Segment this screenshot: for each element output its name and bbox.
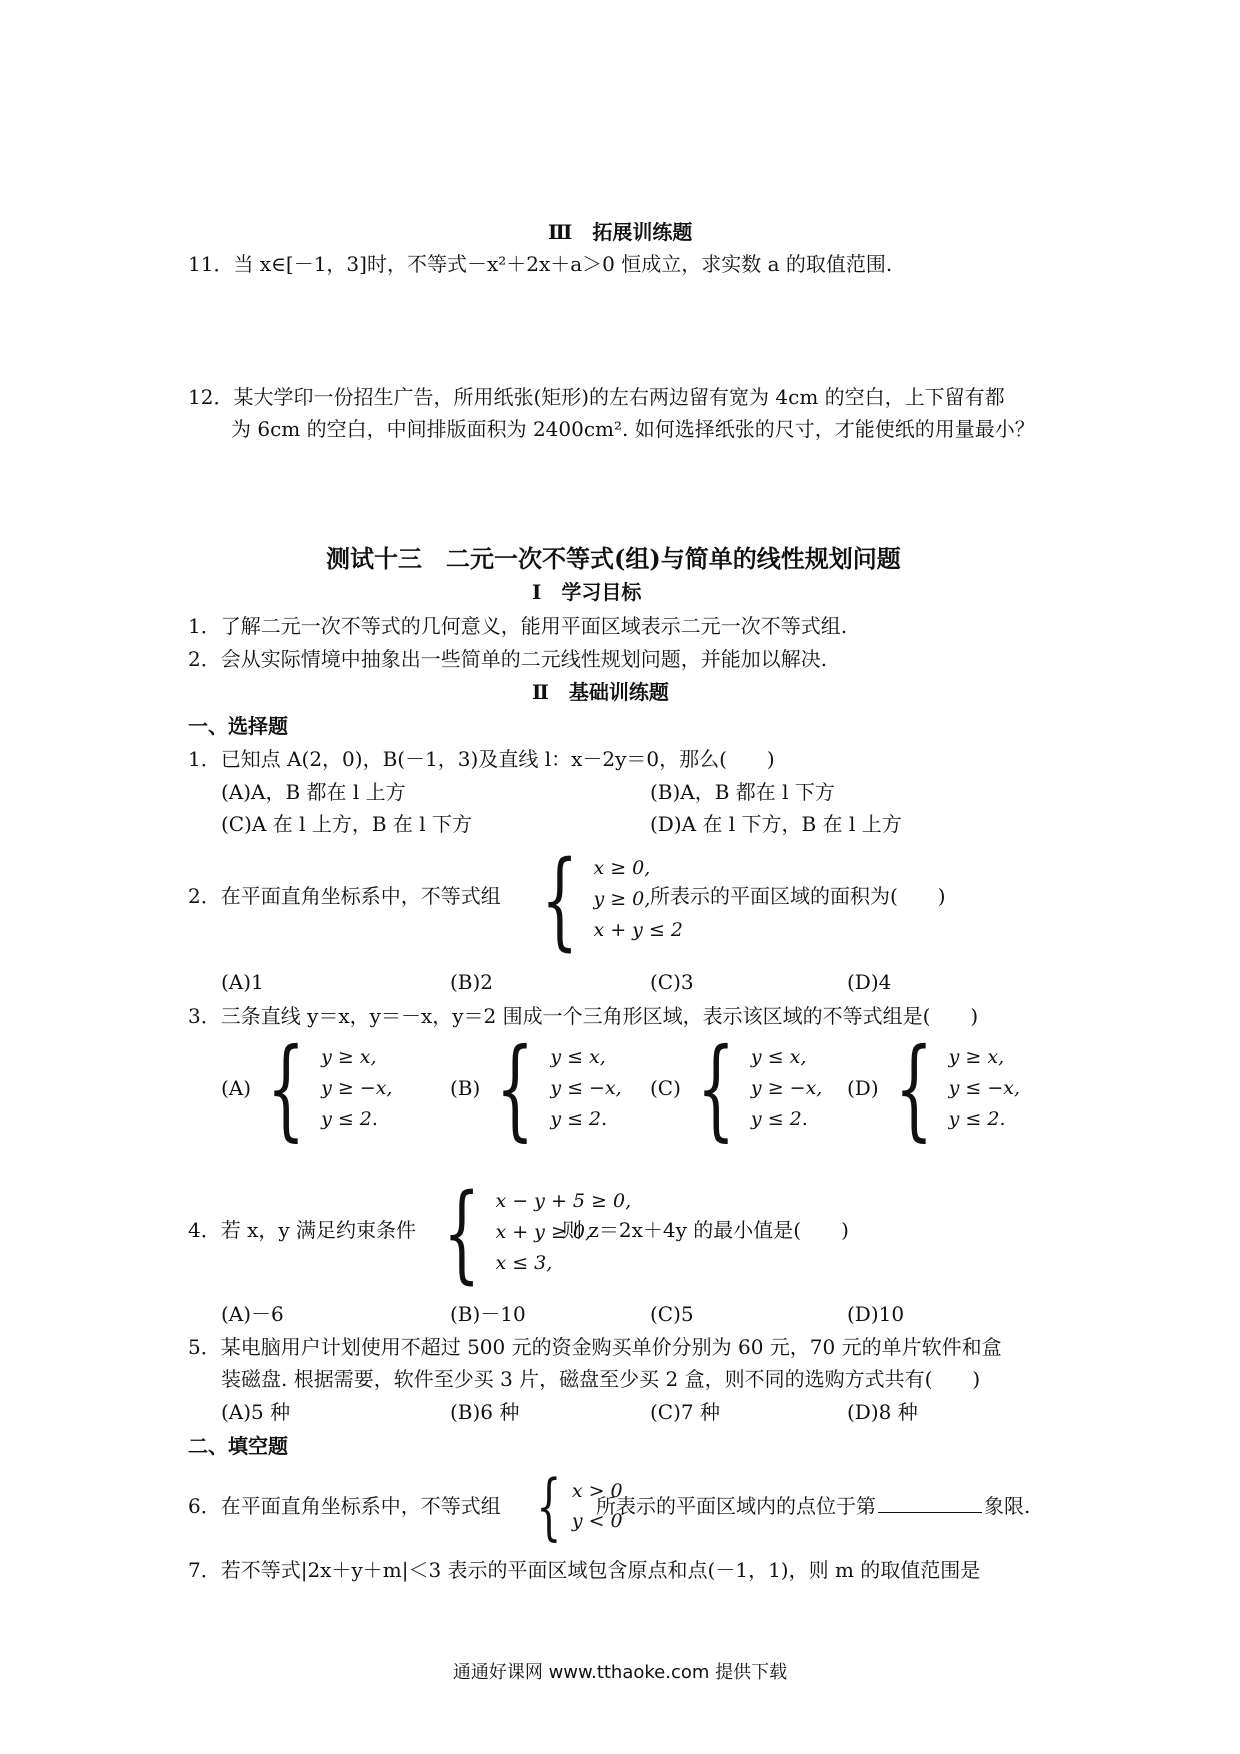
q2-option-c: (C)3 bbox=[650, 970, 694, 994]
q3-option-b-label: (B) bbox=[450, 1076, 481, 1100]
q3-option-a-label: (A) bbox=[221, 1076, 252, 1100]
learning-goals-heading: Ⅰ 学习目标 bbox=[532, 580, 642, 604]
test-13-title: 测试十三 二元一次不等式(组)与简单的线性规划问题 bbox=[326, 544, 901, 573]
question-12-line-2: 为 6cm 的空白，中间排版面积为 2400cm². 如何选择纸张的尺寸，才能使纸的用量最小？ bbox=[231, 417, 1035, 441]
q3c-line-3: y ≤ 2. bbox=[750, 1107, 808, 1130]
q3-option-c-label: (C) bbox=[650, 1076, 681, 1100]
q3a-line-3: y ≤ 2. bbox=[321, 1107, 378, 1130]
q3b-line-1: y ≤ x, bbox=[550, 1045, 606, 1068]
q6-system-line-1: x > 0 bbox=[571, 1480, 623, 1502]
answer-blank bbox=[878, 1492, 982, 1513]
question-12-line-1: 12．某大学印一份招生广告，所用纸张(矩形)的左右两边留有宽为 4cm 的空白，上下留有都 bbox=[188, 385, 1005, 409]
q4-option-a: (A)－6 bbox=[221, 1302, 284, 1326]
question-5-line-2: 装磁盘. 根据需要，软件至少买 3 片，磁盘至少买 2 盒，则不同的选购方式共有( ) bbox=[221, 1367, 981, 1391]
q4-option-c: (C)5 bbox=[650, 1302, 694, 1326]
q3d-line-1: y ≥ x, bbox=[948, 1045, 1005, 1068]
q6-system-line-2: y < 0 bbox=[571, 1510, 623, 1532]
question-6-suffix-b: 象限. bbox=[984, 1494, 1031, 1518]
q4-system-line-2: x + y ≥ 0, bbox=[495, 1221, 592, 1243]
q4-system-line-1: x − y + 5 ≥ 0, bbox=[495, 1190, 632, 1212]
question-7: 7．若不等式|2x＋y＋m|＜3 表示的平面区域包含原点和点(－1，1)，则 m 的取值范围是 bbox=[188, 1558, 981, 1582]
q3c-line-2: y ≥ −x, bbox=[750, 1076, 823, 1099]
left-brace-icon: { bbox=[266, 1024, 306, 1152]
q5-option-d: (D)8 种 bbox=[847, 1400, 918, 1424]
left-brace-icon: { bbox=[541, 837, 579, 961]
q3b-line-3: y ≤ 2. bbox=[550, 1107, 608, 1130]
basic-training-heading: Ⅱ 基础训练题 bbox=[532, 680, 669, 704]
q4-system-line-3: x ≤ 3, bbox=[495, 1252, 553, 1274]
q5-option-c: (C)7 种 bbox=[650, 1400, 720, 1424]
q2-system-line-2: y ≥ 0, bbox=[593, 888, 651, 910]
q3-option-a bbox=[221, 1024, 393, 1152]
q4-option-b: (B)－10 bbox=[450, 1302, 526, 1326]
question-2-suffix: 所表示的平面区域的面积为( ) bbox=[650, 884, 946, 908]
choice-section-heading: 一、选择题 bbox=[188, 714, 288, 738]
q3c-line-1: y ≤ x, bbox=[750, 1045, 807, 1068]
goal-2: 2．会从实际情境中抽象出一些简单的二元线性规划问题，并能加以解决. bbox=[188, 647, 828, 671]
q3-option-d-label: (D) bbox=[847, 1076, 879, 1100]
section-3-heading: Ⅲ 拓展训练题 bbox=[548, 220, 693, 244]
question-11: 11．当 x∈[－1，3]时，不等式－x²＋2x＋a＞0 恒成立，求实数 a 的取值范围. bbox=[188, 252, 893, 276]
question-4-suffix: 则 z＝2x＋4y 的最小值是( ) bbox=[562, 1218, 849, 1242]
q2-option-a: (A)1 bbox=[221, 970, 264, 994]
left-brace-icon: { bbox=[894, 1024, 933, 1152]
question-6-prefix: 6．在平面直角坐标系中，不等式组 bbox=[188, 1494, 501, 1518]
question-5-line-1: 5．某电脑用户计划使用不超过 500 元的资金购买单价分别为 60 元，70 元的单片软件和盒 bbox=[188, 1335, 1002, 1359]
fill-in-section-heading: 二、填空题 bbox=[188, 1434, 288, 1458]
goal-1: 1．了解二元一次不等式的几何意义，能用平面区域表示二元一次不等式组. bbox=[188, 614, 848, 638]
question-3: 3．三条直线 y＝x，y＝－x，y＝2 围成一个三角形区域，表示该区域的不等式组是( ) bbox=[188, 1004, 979, 1028]
q2-system-line-1: x ≥ 0, bbox=[593, 857, 651, 879]
q2-option-d: (D)4 bbox=[847, 970, 892, 994]
left-brace-icon: { bbox=[496, 1024, 535, 1152]
q5-option-a: (A)5 种 bbox=[221, 1400, 291, 1424]
q1-option-c: (C)A 在 l 上方，B 在 l 下方 bbox=[221, 812, 472, 836]
question-1: 1．已知点 A(2，0)，B(－1，3)及直线 l：x－2y＝0，那么( ) bbox=[188, 747, 775, 771]
question-6-suffix bbox=[596, 1492, 1030, 1520]
q3a-line-1: y ≥ x, bbox=[321, 1045, 377, 1068]
q2-system-line-3: x + y ≤ 2 bbox=[593, 919, 683, 941]
question-2-prefix: 2．在平面直角坐标系中，不等式组 bbox=[188, 884, 501, 908]
q3-option-c bbox=[650, 1024, 823, 1152]
question-4-prefix: 4．若 x，y 满足约束条件 bbox=[188, 1218, 417, 1242]
footer-source: 通通好课网 www.tthaoke.com 提供下载 bbox=[452, 1662, 788, 1683]
q3a-line-2: y ≥ −x, bbox=[321, 1076, 393, 1099]
question-6-suffix-a: 所表示的平面区域内的点位于第 bbox=[596, 1494, 876, 1518]
left-brace-icon: { bbox=[696, 1024, 736, 1152]
left-brace-icon: { bbox=[536, 1464, 562, 1548]
q3b-line-2: y ≤ −x, bbox=[550, 1076, 622, 1099]
q3-option-b bbox=[450, 1024, 622, 1152]
q2-option-b: (B)2 bbox=[450, 970, 494, 994]
q5-option-b: (B)6 种 bbox=[450, 1400, 520, 1424]
q1-option-b: (B)A，B 都在 l 下方 bbox=[650, 780, 835, 804]
q1-option-a: (A)A，B 都在 l 上方 bbox=[221, 780, 406, 804]
q4-option-d: (D)10 bbox=[847, 1302, 905, 1326]
left-brace-icon: { bbox=[443, 1170, 481, 1294]
q3-option-d bbox=[847, 1024, 1021, 1152]
q3d-line-3: y ≤ 2. bbox=[948, 1107, 1006, 1130]
q1-option-d: (D)A 在 l 下方，B 在 l 上方 bbox=[650, 812, 902, 836]
q3d-line-2: y ≤ −x, bbox=[948, 1076, 1021, 1099]
